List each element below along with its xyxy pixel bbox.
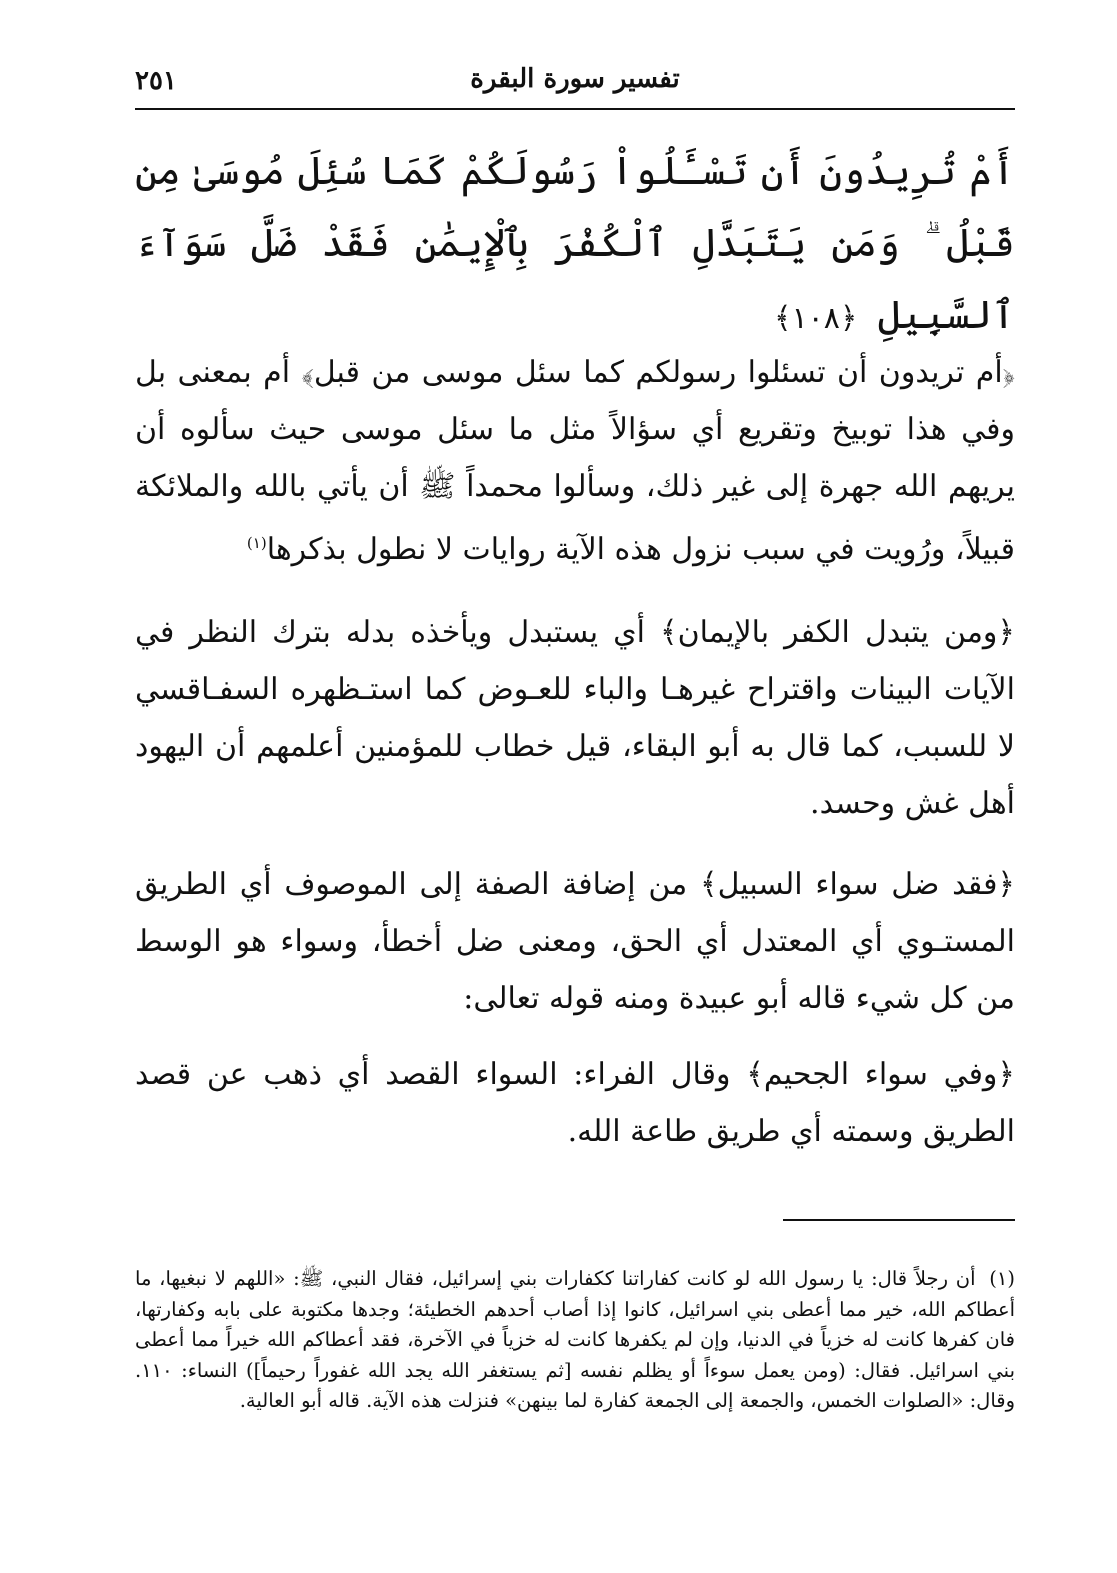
page-header: [135, 58, 1015, 110]
ayah-number-marker: ﴿١٠٨﴾: [773, 301, 858, 336]
commentary-paragraph: ﴿ومن يتبدل الكفر بالإيمان﴾ أي يستبدل ويأخذه بدله بترك النظر في الآيات البينات واقتراح غيرهـا والباء للعـوض كما استـظهره السفـاقسي لا للسبب، كما قال به أبو البقاء، قيل خطاب للمؤمنين أعلمهم أن اليهود أهل غش وحسد.: [135, 615, 1015, 821]
page-number: ٢٥١: [135, 66, 177, 96]
quran-verse: [135, 136, 1015, 355]
footnote-number: (١): [989, 1267, 1015, 1290]
commentary-paragraph: [135, 344, 1015, 578]
footnote-text: أن رجلاً قال: يا رسول الله لو كانت كفاراتنا ككفارات بني إسرائيل، فقال النبي، ﷺ: «اللهم لا نبغيها، ما أعطاكم الله، خير مما أعطى بني اسرائيل، كانوا إذا أصاب أحدهم الخطيئة؛ وجدها مكتوبة على بابه وكفارتها، فان كفرها كانت له خزياً في الدنيا، وإن لم يكفرها كانت له خزياً في الآخرة، فقد أعطاكم الله خيراً مما أعطى بني اسرائيل. فقال: (ومن يعمل سوءاً أو يظلم نفسه [ثم يستغفر الله يجد الله غفوراً رحيماً]) النساء: ١١٠. وقال: «الصلوات الخمس، والجمعة إلى الجمعة كفارة لما بينهن» فنزلت هذه الآية. قاله أبو العالية.: [135, 1267, 1015, 1412]
verse-text: أَمْ تُرِيدُونَ أَن تَسْـَٔلُواْ رَسُولَكُمْ كَمَا سُئِلَ مُوسَىٰ مِن قَبْلُ ۗ وَمَن يَتَبَدَّلِ ٱلْكُفْرَ بِٱلْإِيمَٰنِ فَقَدْ ضَلَّ سَوَآءَ ٱلسَّبِيلِ: [135, 149, 1015, 338]
running-title: تفسير سورة البقرة: [470, 64, 680, 94]
paragraph-text: ﴿أم تريدون أن تسئلوا رسولكم كما سئل موسى من قبل﴾ أم بمعنى بل وفي هذا توبيخ وتقريع أي سؤالاً مثل ما سئل موسى حيث سألوه أن يريهم الله جهرة إلى غير ذلك، وسألوا محمداً ﷺ أن يأتي بالله والملائكة قبيلاً، ورُويت في سبب نزول هذه الآية روايات لا نطول بذكرها: [135, 355, 1015, 567]
footnote-divider: [783, 1219, 1015, 1221]
commentary-paragraph: ﴿وفي سواء الجحيم﴾ وقال الفراء: السواء القصد أي ذهب عن قصد الطريق وسمته أي طريق طاعة الله.: [135, 1057, 1015, 1149]
commentary-paragraph: ﴿فقد ضل سواء السبيل﴾ من إضافة الصفة إلى الموصوف أي الطريق المستـوي أي المعتدل أي الحق، ومعنى ضل أخطأ، وسواء هو الوسط من كل شيء قاله أبو عبيدة ومنه قوله تعالى:: [135, 867, 1015, 1016]
footnote: [135, 1264, 1015, 1417]
footnote-reference: (١): [246, 534, 267, 552]
